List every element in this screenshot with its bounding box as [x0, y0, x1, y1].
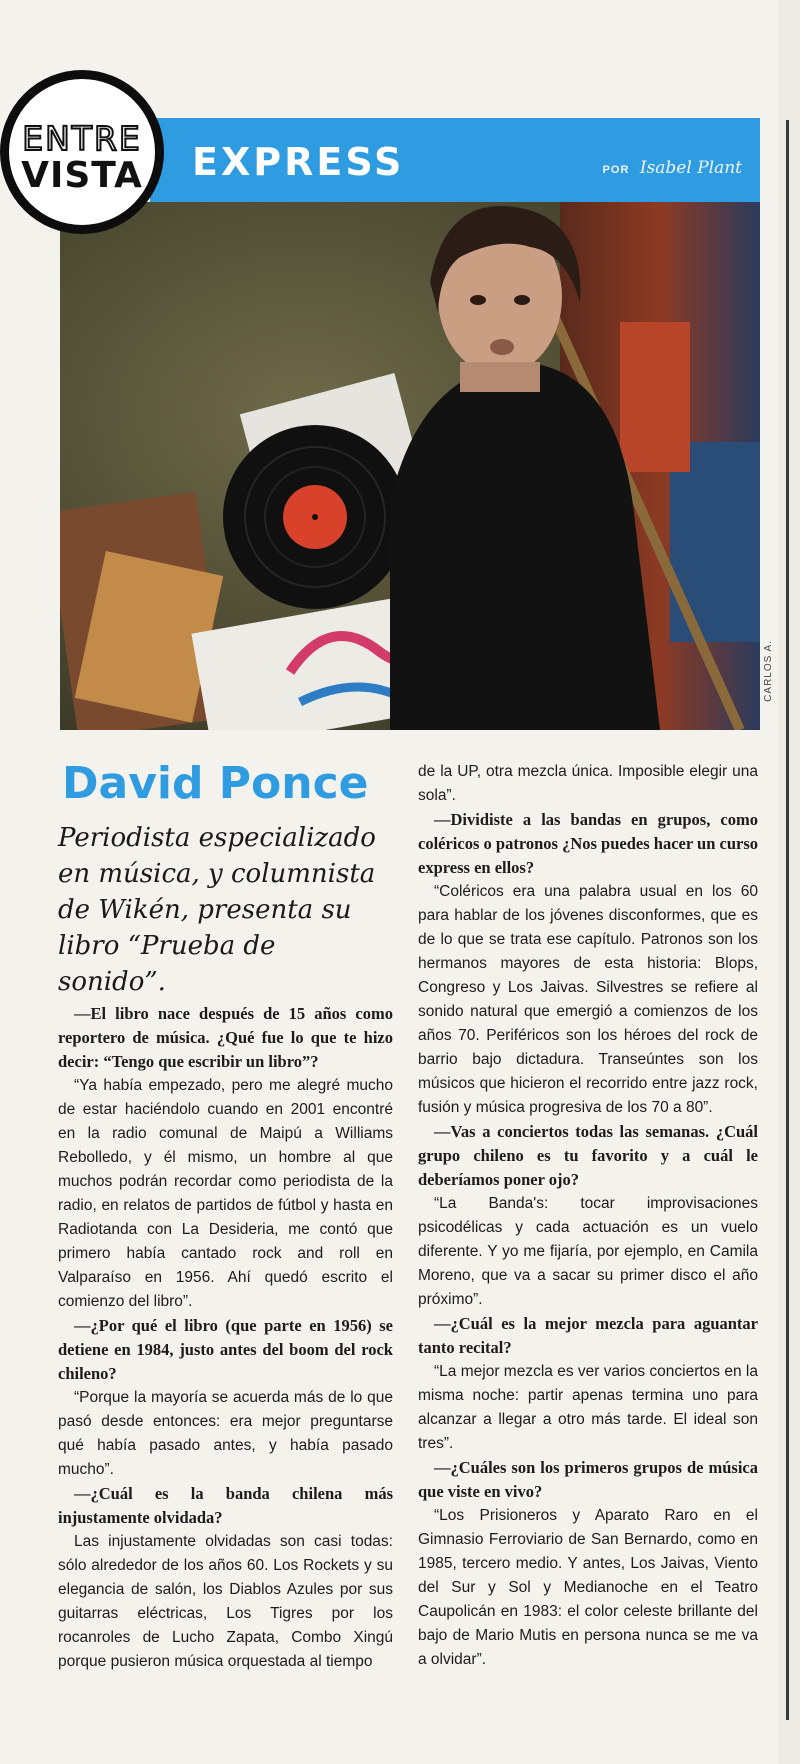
question-paragraph: —¿Por qué el libro (que parte en 1956) se detiene en 1984, justo antes del boom del rock chileno? — [58, 1316, 393, 1383]
page-edge-line — [786, 120, 789, 1720]
answer-paragraph: “Porque la mayoría se acuerda más de lo que pasó desde entonces: era mejor preguntarse qué había pasado antes, y había pasado mucho”. — [58, 1389, 393, 1478]
interview-photo — [60, 202, 760, 730]
photo-credit: CARLOS A. — [763, 640, 774, 702]
question-paragraph: —¿Cuál es la banda chilena más injustamente olvidada? — [58, 1484, 393, 1527]
byline — [603, 158, 742, 178]
question-paragraph: —¿Cuál es la mejor mezcla para aguantar tanto recital? — [418, 1314, 758, 1357]
author-name: Isabel Plant — [639, 158, 742, 178]
article-column-2 — [418, 760, 758, 1672]
section-title: EXPRESS — [192, 140, 405, 184]
answer-paragraph: “Ya había empezado, pero me alegré mucho de estar haciéndolo cuando en 2001 encontré en la radio comunal de Maipú a Williams Rebolledo, y él mismo, un hombre al que muchos podrán recordar como periodista de la radio, en relatos de partidos de fútbol y hasta en Radiotanda con La Desideria, me contó que primero había cantado rock and roll en Valparaíso en 1956. Ahí quedó escrito el comienzo del libro”. — [58, 1077, 393, 1310]
byline-prefix: POR — [602, 164, 630, 176]
deck: Periodista especializado en música, y columnista de Wikén, presenta su libro “Prueba de sonido”. — [58, 823, 376, 997]
question-paragraph: —El libro nace después de 15 años como reportero de música. ¿Qué fue lo que te hizo decir: “Tengo que escribir un libro”? — [58, 1004, 393, 1071]
question-paragraph: —¿Cuáles son los primeros grupos de música que viste en vivo? — [418, 1458, 758, 1501]
logo-line-vista: VISTA — [21, 155, 143, 196]
entrevista-logo — [0, 70, 164, 234]
answer-paragraph: “La Banda's: tocar improvisaciones psicodélicas y cada actuación es un vuelo diferente. Y yo me fijaría, por ejemplo, en Camila Moreno, que va a sacar su primer disco el año próximo”. — [418, 1195, 758, 1308]
answer-paragraph: “La mejor mezcla es ver varios conciertos en la misma noche: partir apenas termina uno para alcanzar a llegar a otro más tarde. El ideal son tres”. — [418, 1363, 758, 1452]
answer-paragraph: Las injustamente olvidadas son casi todas: sólo alrededor de los años 60. Los Rockets y su elegancia de salón, los Diablos Azules por sus guitarras eléctricas, Los Tigres por los rocanroles de Lucho Zapata, Combo Xingú porque pusieron música orquestada al tiempo — [58, 1533, 393, 1670]
answer-paragraph: “Coléricos era una palabra usual en los 60 para hablar de los jóvenes disconformes, que es de lo que se trata ese capítulo. Patronos son los hermanos mayores de esta historia: Blops, Congreso y Los Jaivas. Silvestres se refiere al sonido natural que emergió a comienzos de los años 70. Periféricos son los héroes del rock de barrio bajo dictadura. Transeúntes son los músicos que hicieron el recorrido entre jazz rock, fusión y música progresiva de los 70 a 80”. — [418, 883, 758, 1116]
article-column-1 — [58, 1002, 393, 1674]
question-paragraph: —Dividiste a las bandas en grupos, como coléricos o patronos ¿Nos puedes hacer un curso express en ellos? — [418, 810, 758, 877]
section-header-bar — [150, 118, 760, 202]
scan-margin — [778, 0, 800, 1764]
photo-illustration — [60, 202, 760, 730]
question-paragraph: —Vas a conciertos todas las semanas. ¿Cuál grupo chileno es tu favorito y a cuál le deberíamos poner ojo? — [418, 1122, 758, 1189]
answer-paragraph: “Los Prisioneros y Aparato Raro en el Gimnasio Ferroviario de San Bernardo, como en 1985, tercero medio. Y antes, Los Jaivas, Viento del Sur y Sol y Medianoche en el Teatro Caupolicán en 1983: el color celeste brillante del bajo de Mario Mutis en persona nunca se me va a olvidar”. — [418, 1507, 758, 1668]
continuation-paragraph: de la UP, otra mezcla única. Imposible elegir una sola”. — [418, 763, 758, 804]
logo-line-entre: ENTRE — [22, 119, 142, 158]
headline: David Ponce — [62, 758, 369, 809]
